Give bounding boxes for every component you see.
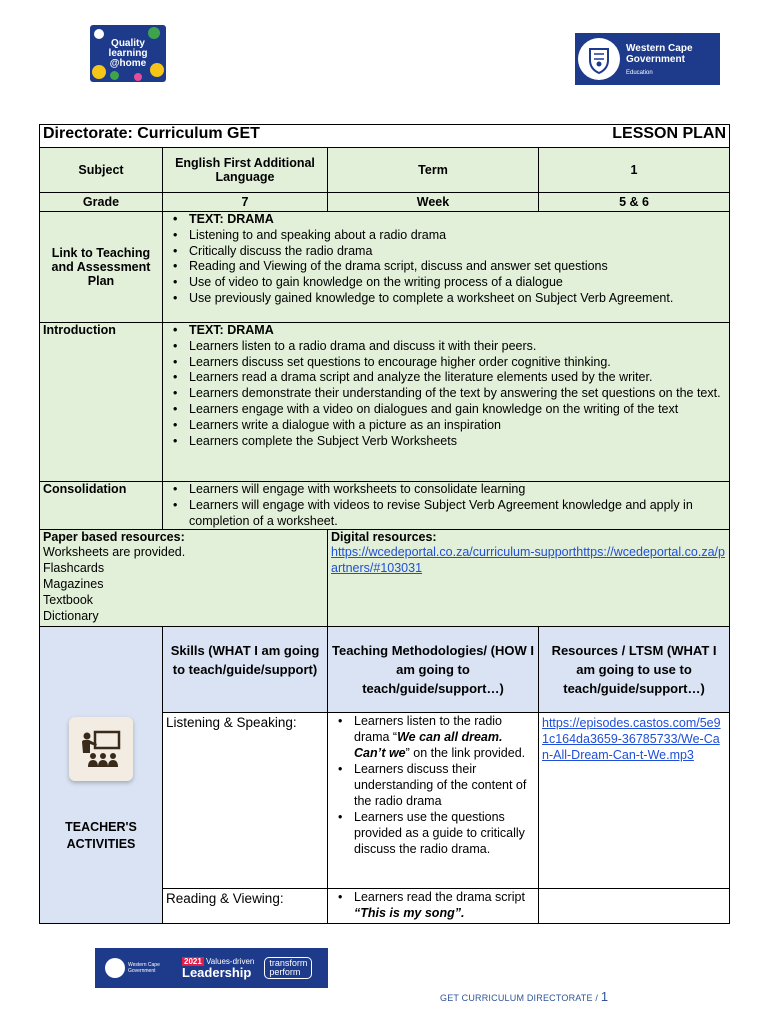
skill-listening: Listening & Speaking: [163,713,328,889]
list-item: Flashcards [43,561,105,576]
subject-value: English First Additional Language [163,148,328,193]
title-row [40,125,730,148]
list-item: • Learners listen to the radio drama “We can all dream. Can’t we” on the link provided. [331,713,535,761]
western-cape-government-logo [575,33,720,85]
resource-reading [539,889,730,924]
consolidation-label: Consolidation [40,482,163,530]
list-item: Worksheets are provided. [43,545,186,560]
quality-learning-logo [90,25,166,82]
teachers-label-line-2: ACTIVITIES [66,837,136,852]
ltsm-header: Resources / LTSM (WHAT I am going to use to teach/guide/support…) [539,627,730,713]
list-item: • Learners discuss set questions to encourage higher order cognitive thinking. [166,355,726,371]
teachers-activities-cell [40,627,163,924]
list-item: • Use previously gained knowledge to complete a worksheet on Subject Verb Agreement. [166,291,726,307]
methods-reading [328,889,539,924]
resource-listening [539,713,730,889]
teacher-classroom-icon [69,717,133,781]
link-content [163,212,730,323]
list-item: • Learners use the questions provided as a guide to critically discuss the radio drama. [331,809,535,857]
link-list [166,212,726,307]
teachers-label-line-1: TEACHER'S [65,820,137,835]
paper-resources [40,530,328,627]
footer-directorate: GET CURRICULUM DIRECTORATE / 1 [440,989,609,1004]
banner-year: 2021 [184,957,202,966]
wced-badge-icon [94,29,104,39]
episode-link[interactable]: https://episodes.castos.com/5e91c164da3659-36785733/We-Can-All-Dream-Can-t-We.mp3 [542,716,721,763]
page-number: 1 [600,989,609,1004]
coat-of-arms-icon [578,38,620,80]
list-item: Dictionary [43,609,99,624]
skill-reading: Reading & Viewing: [163,889,328,924]
methods-header: Teaching Methodologies/ (HOW I am going to teach/guide/support…) [328,627,539,713]
list-item: • Learners discuss their understanding of the content of the radio drama [331,761,535,809]
list-item: • TEXT: DRAMA [166,323,726,339]
list-item: • Learners write a dialogue with a picture as an inspiration [166,418,726,434]
list-item: • Learners will engage with worksheets to consolidate learning [166,482,726,498]
list-item: • Critically discuss the radio drama [166,244,726,260]
list-item: • TEXT: DRAMA [166,212,726,228]
methods-listening [328,713,539,889]
wcg-line-3: Education [626,69,653,76]
list-item: • Listening to and speaking about a radio drama [166,228,726,244]
list-item: • Learners read the drama script “This is my song”. [331,889,535,921]
banner-leadership: Leadership [182,965,252,980]
week-label: Week [328,193,539,212]
week-value: 5 & 6 [539,193,730,212]
introduction-content [163,323,730,482]
wcg-line-2: Government [626,53,685,65]
introduction-list [166,323,726,449]
list-item: • Learners listen to a radio drama and discuss it with their peers. [166,339,726,355]
list-item: • Reading and Viewing of the drama script, discuss and answer set questions [166,259,726,275]
lesson-plan-title: LESSON PLAN [612,125,727,142]
list-item: Magazines [43,577,104,592]
list-item: • Learners complete the Subject Verb Worksheets [166,434,726,450]
subject-label: Subject [40,148,163,193]
list-item: • Learners demonstrate their understanding of the text by answering the set questions on the text. [166,386,726,402]
digital-resources [328,530,730,627]
grade-value: 7 [163,193,328,212]
list-item: • Use of video to gain knowledge on the writing process of a dialogue [166,275,726,291]
values-driven-leadership-banner [95,948,328,988]
link-label: Link to Teaching and Assessment Plan [40,212,163,323]
consolidation-list [166,482,726,529]
banner-wcg-text: Western Cape Government [128,962,160,974]
skills-header: Skills (WHAT I am going to teach/guide/support) [163,627,328,713]
banner-values: Values-driven [206,957,255,966]
introduction-label: Introduction [40,323,163,482]
term-label: Term [328,148,539,193]
wcg-line-1: Western Cape [626,42,693,54]
paper-resources-label: Paper based resources: [43,530,185,545]
consolidation-content [163,482,730,530]
grade-label: Grade [40,193,163,212]
quality-learning-logo-text: Quality learning @home [108,38,148,69]
digital-resources-label: Digital resources: [331,530,437,545]
list-item: • Learners read a drama script and analyze the literature elements used by the writer. [166,370,726,386]
transform-perform-logo: transform perform [264,957,312,979]
digital-resources-link[interactable]: https://wcedeportal.co.za/curriculum-supporthttps://wcedeportal.co.za/partners/#103031 [331,545,725,576]
list-item: Textbook [43,593,94,608]
list-item: • Learners will engage with videos to revise Subject Verb Agreement knowledge and apply in completion of a worksheet. [166,498,726,530]
term-value: 1 [539,148,730,193]
list-item: • Learners engage with a video on dialogues and gain knowledge on the writing of the text [166,402,726,418]
lesson-plan-table [39,124,730,924]
directorate-title: Directorate: Curriculum GET [43,125,260,142]
wcg-crest-icon [105,958,125,978]
